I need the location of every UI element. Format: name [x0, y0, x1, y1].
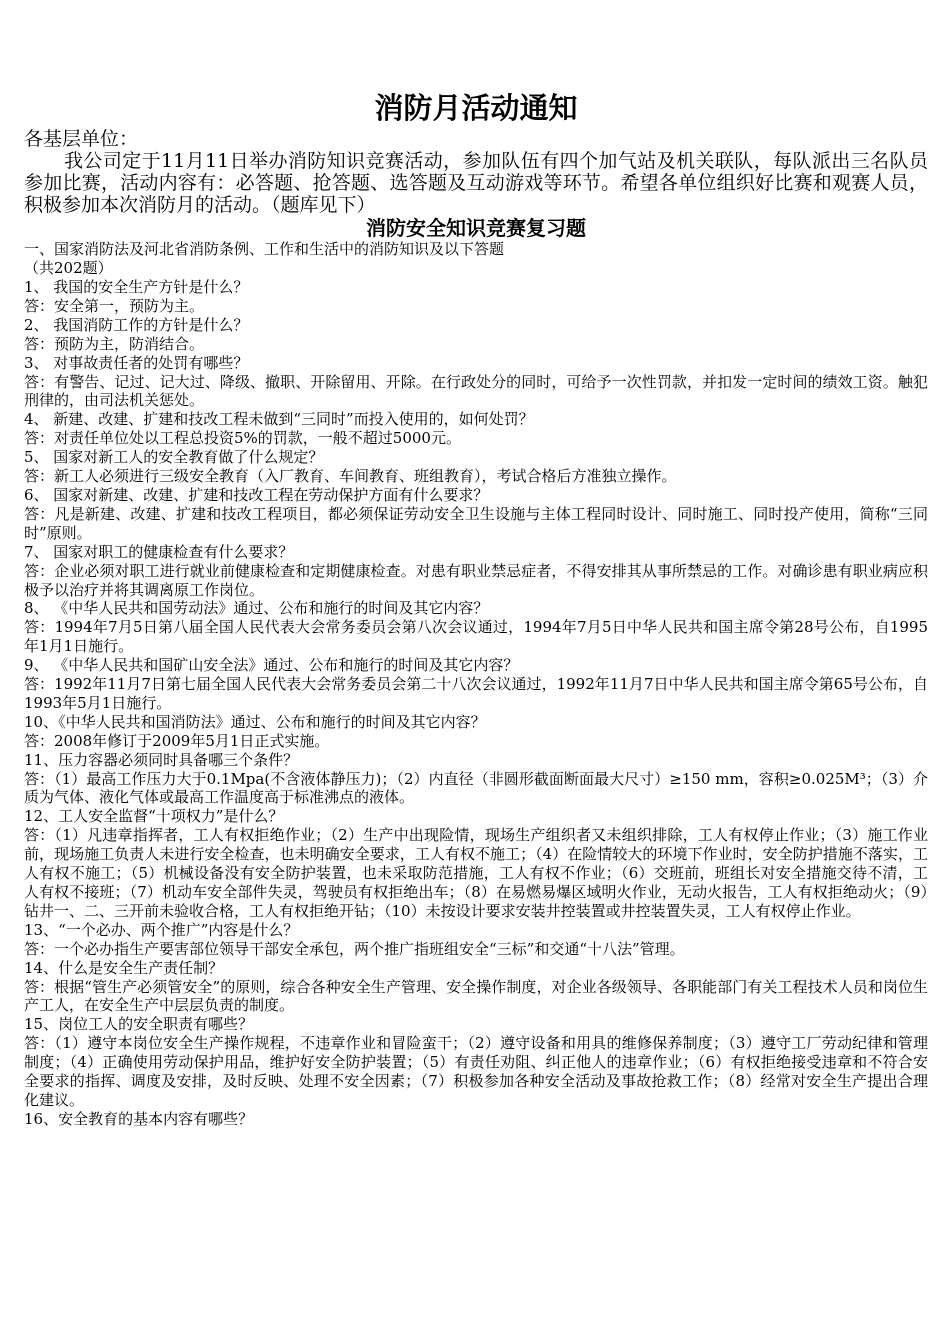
answer-11: 答：（1）最高工作压力大于0.1Mpa(不含液体静压力)；（2）内直径（非圆形截面断面最大尺寸）≥150 mm，容积≥0.025M³；（3）介质为气体、液化气体或最高工作温度高于标准沸点的液体。	[24, 769, 928, 807]
answer-10: 答：2008年修订于2009年5月1日正式实施。	[24, 731, 330, 750]
answer-5: 答：新工人必须进行三级安全教育（入厂教育、车间教育、班组教育），考试合格后方准独立操作。	[24, 467, 677, 486]
question-13: 13、“一个必办、两个推广”内容是什么？	[24, 920, 299, 939]
question-12: 12、工人安全监督“十项权力”是什么？	[24, 807, 284, 826]
question-3: 3、 对事故责任者的处罚有哪些？	[24, 353, 249, 372]
question-15: 15、岗位工人的安全职责有哪些？	[24, 1015, 254, 1034]
question-8: 8、 《中华人民共和国劳动法》通过、公布和施行的时间及其它内容？	[24, 599, 489, 618]
qa-list	[24, 278, 928, 1129]
question-10: 10、《中华人民共和国消防法》通过、公布和施行的时间及其它内容？	[24, 712, 486, 731]
answer-3: 答：有警告、记过、记大过、降级、撤职、开除留用、开除。在行政处分的同时，可给予一次性罚款，并扣发一定时间的绩效工资。触犯刑律的，由司法机关惩处。	[24, 372, 928, 410]
answer-8: 答：1994年7月5日第八届全国人民代表大会常务委员会第八次会议通过，1994年7月5日中华人民共和国主席令第28号公布，自1995年1月1日施行。	[24, 618, 928, 656]
answer-1: 答：安全第一，预防为主。	[24, 296, 205, 315]
question-6: 6、 国家对新建、改建、扩建和技改工程在劳动保护方面有什么要求？	[24, 485, 489, 504]
question-11: 11、压力容器必须同时具备哪三个条件？	[24, 750, 299, 769]
question-9: 9、 《中华人民共和国矿山安全法》通过、公布和施行的时间及其它内容？	[24, 656, 519, 675]
answer-15: 答：（1）遵守本岗位安全生产操作规程，不违章作业和冒险蛮干；（2）遵守设备和用具的维修保养制度；（3）遵守工厂劳动纪律和管理制度；（4）正确使用劳动保护用品，维护好安全防护装置；（5）有责任劝阻、纠正他人的违章作业；（6）有权拒绝接受违章和不符合安全要求的指挥、调度及安排，及时反映、处理不安全因素；（7）积极参加各种安全活动及事故抢救工作；（8）经常对安全生产提出合理化建议。	[24, 1034, 928, 1109]
salutation: 各基层单位：	[24, 128, 139, 150]
section-subtitle-count: （共202题）	[24, 259, 113, 277]
question-14: 14、什么是安全生产责任制？	[24, 958, 224, 977]
document-title: 消防月活动通知	[374, 91, 578, 125]
section-subtitle: 一、国家消防法及河北省消防条例、工作和生活中的消防知识及以下答题	[24, 240, 505, 258]
answer-13: 答：一个必办指生产要害部位领导干部安全承包，两个推广指班组安全“三标”和交通“十八法”管理。	[24, 939, 685, 958]
answer-6: 答：凡是新建、改建、扩建和技改工程项目，都必须保证劳动安全卫生设施与主体工程同时设计、同时施工、同时投产使用，简称“三同时”原则。	[24, 504, 928, 542]
question-4: 4、 新建、改建、扩建和技改工程未做到“三同时”而投入使用的，如何处罚？	[24, 410, 534, 429]
answer-14: 答：根据“管生产必须管安全”的原则，综合各种安全生产管理、安全操作制度，对企业各级领导、各职能部门有关工程技术人员和岗位生产工人，在安全生产中层层负责的制度。	[24, 977, 928, 1015]
intro-paragraph: 我公司定于11月11日举办消防知识竞赛活动，参加队伍有四个加气站及机关联队，每队派出三名队员参加比赛，活动内容有：必答题、抢答题、选答题及互动游戏等环节。希望各单位组织好比赛和观赛人员，积极参加本次消防月的活动。（题库见下）	[24, 150, 928, 216]
question-5: 5、 国家对新工人的安全教育做了什么规定？	[24, 448, 324, 467]
question-2: 2、 我国消防工作的方针是什么？	[24, 315, 249, 334]
answer-2: 答：预防为主，防消结合。	[24, 334, 205, 353]
question-7: 7、 国家对职工的健康检查有什么要求？	[24, 542, 294, 561]
section-title: 消防安全知识竞赛复习题	[366, 216, 586, 240]
answer-4: 答：对责任单位处以工程总投资5%的罚款，一般不超过5000元。	[24, 429, 461, 448]
answer-7: 答：企业必须对职工进行就业前健康检查和定期健康检查。对患有职业禁忌症者，不得安排其从事所禁忌的工作。对确诊患有职业病应积极予以治疗并将其调离原工作岗位。	[24, 561, 928, 599]
document-page	[24, 88, 928, 1129]
answer-9: 答：1992年11月7日第七届全国人民代表大会常务委员会第二十八次会议通过，1992年11月7日中华人民共和国主席令第65号公布，自1993年5月1日施行。	[24, 675, 928, 712]
answer-12: 答：（1）凡违章指挥者，工人有权拒绝作业；（2）生产中出现险情，现场生产组织者又未组织排除，工人有权停止作业；（3）施工作业前，现场施工负责人未进行安全检查，也未明确安全要求，工人有权不施工；（4）在险情较大的环境下作业时，安全防护措施不落实，工人有权不施工；（5）机械设备没有安全防护装置，也未采取防范措施，工人有权不作业；（6）交班前，班组长对安全措施交待不清，工人有权不接班；（7）机动车安全部件失灵，驾驶员有权拒绝出车；（8）在易燃易爆区域明火作业，无动火报告，工人有权拒绝动火；（9）钻井一、二、三开前未验收合格，工人有权拒绝开钻；（10）未按设计要求安装井控装置或井控装置失灵，工人有权停止作业。	[24, 826, 928, 920]
question-1: 1、 我国的安全生产方针是什么？	[24, 278, 249, 296]
question-16: 16、安全教育的基本内容有哪些？	[24, 1109, 254, 1128]
